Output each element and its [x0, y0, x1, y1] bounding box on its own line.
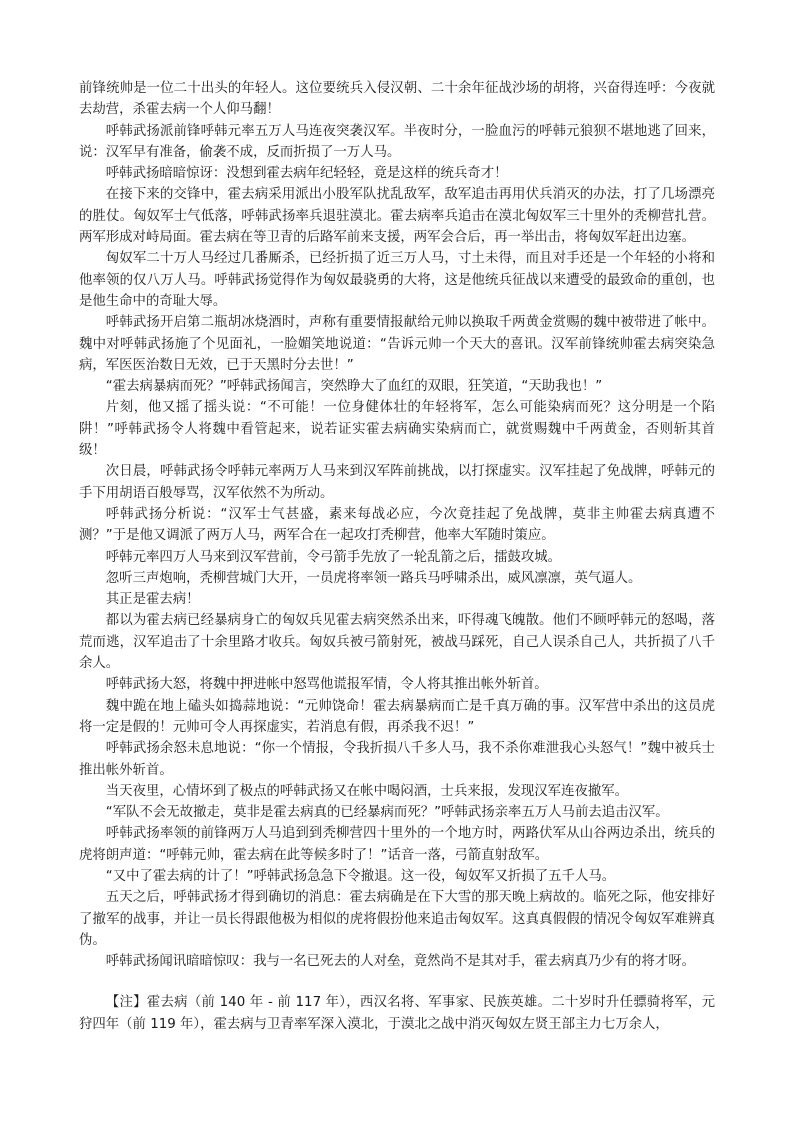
paragraph-14: 都以为霍去病已经暴病身亡的匈奴兵见霍去病突然杀出来，吓得魂飞魄散。他们不顾呼韩元的怒喝，落荒而逃，汉军追击了十余里路才收兵。匈奴兵被弓箭射死，被战马踩死，自己人误杀自己人，共折损了八千余人。	[79, 613, 715, 672]
paragraph-7: “霍去病暴病而死？”呼韩武扬闻言，突然睁大了血红的双眼，狂笑道，“天助我也！”	[105, 379, 603, 395]
paragraph-17: 呼韩武扬余怒未息地说：“你一个情报，令我折损八千多人马，我不杀你难泄我心头怒气！”魏中被兵士推出帐外斩首。	[79, 741, 715, 778]
paragraph-10: 呼韩武扬分析说：“汉军士气甚盛，素来每战必应，今次竟挂起了免战牌，莫非主帅霍去病真遭不测？”于是他又调派了两万人马，两军合在一起攻打秃柳营，他率大军随时策应。	[79, 506, 715, 544]
paragraph-6: 呼韩武扬开启第二瓶胡冰烧酒时，声称有重要情报献给元帅以换取千两黄金赏赐的魏中被带进了帐中。魏中对呼韩武扬施了个见面礼，一脸媚笑地说道：“告诉元帅一个天大的喜讯。汉军前锋统帅霍去病突染急病，军医医治数日无效，已于天黑时分去世！”	[79, 315, 715, 373]
paragraph-20: 呼韩武扬率领的前锋两万人马追到到秃柳营四十里外的一个地方时，两路伏军从山谷两边杀出，统兵的虎将朗声道：“呼韩元帅，霍去病在此等候多时了！”话音一落，弓箭直射敌军。	[79, 826, 715, 863]
paragraph-9: 次日晨，呼韩武扬令呼韩元率两万人马来到汉军阵前挑战，以打探虚实。汉军挂起了免战牌，呼韩元的手下用胡语百般辱骂，汉军依然不为所动。	[79, 464, 715, 501]
paragraph-4: 在接下来的交锋中，霍去病采用派出小股军队扰乱敌军，敌军追击再用伏兵消灭的办法，打了几场漂亮的胜仗。匈奴军士气低落，呼韩武扬率兵退驻漠北。霍去病率兵追击在漠北匈奴军三十里外的秃柳营扎营。两军形成对峙局面。霍去病在等卫青的后路军前来支援，两军会合后，再一举出击，将匈奴军赶出边塞。	[79, 187, 715, 246]
paragraph-12: 忽听三声炮响，秃柳营城门大开，一员虎将率领一路兵马呼啸杀出，威风凛凛，英气逼人。	[105, 570, 642, 586]
document-page	[79, 78, 715, 1035]
paragraph-2: 呼韩武扬派前锋呼韩元率五万人马连夜突袭汉军。半夜时分，一脸血污的呼韩元狼狈不堪地逃了回来，说：汉军早有准备，偷袭不成，反而折损了一万人马。	[79, 123, 715, 160]
paragraph-15: 呼韩武扬大怒，将魏中押进帐中怒骂他谎报军情，令人将其推出帐外斩首。	[105, 677, 548, 693]
paragraph-11: 呼韩元率四万人马来到汉军营前，令弓箭手先放了一轮乱箭之后，擂鼓攻城。	[105, 549, 562, 565]
paragraph-18: 当天夜里，心情坏到了极点的呼韩武扬又在帐中喝闷酒，士兵来报，发现汉军连夜撤军。	[105, 783, 629, 799]
paragraph-21: “又中了霍去病的计了！”呼韩武扬急急下令撤退。这一役，匈奴军又折损了五千人马。	[105, 868, 616, 884]
paragraph-1: 前锋统帅是一位二十出头的年轻人。这位要统兵入侵汉朝、二十余年征战沙场的胡将，兴奋得连呼：今夜就去劫营，杀霍去病一个人仰马翻！	[79, 81, 715, 118]
paragraph-3: 呼韩武扬暗暗惊讶：没想到霍去病年纪轻轻，竟是这样的统兵奇才！	[105, 166, 508, 182]
paragraph-13: 其正是霍去病！	[105, 592, 200, 608]
paragraph-23: 呼韩武扬闻讯暗暗惊叹：我与一名已死去的人对垒，竟然尚不是其对手，霍去病真乃少有的将才呀。	[105, 954, 695, 970]
paragraph-5: 匈奴军二十万人马经过几番厮杀，已经折损了近三万人马，寸土未得，而且对手还是一个年轻的小将和他率领的仅八万人马。呼韩武扬觉得作为匈奴最骁勇的大将，这是他统兵征战以来遭受的最致命的重创，也是他生命中的奇耻大辱。	[79, 251, 715, 309]
paragraph-22: 五天之后，呼韩武扬才得到确切的消息：霍去病确是在下大雪的那天晚上病故的。临死之际，他安排好了撤军的战事，并让一员长得跟他极为相似的虎将假扮他来追击匈奴军。这真真假假的情况令匈奴军难辨真伪。	[79, 890, 715, 948]
paragraph-19: “军队不会无故撤走，莫非是霍去病真的已经暴病而死？”呼韩武扬亲率五万人马前去追击汉军。	[105, 805, 669, 821]
annotation-note: 【注】霍去病（前 140 年 - 前 117 年），西汉名将、军事家、民族英雄。二十岁时升任骠骑将军，元狩四年（前 119 年），霍去病与卫青率军深入漠北，于漠北之战中消灭匈奴左贤王部主力七万余人，	[79, 995, 715, 1032]
paragraph-8: 片刻，他又摇了摇头说：“不可能！一位身健体壮的年轻将军，怎么可能染病而死？这分明是一个陷阱！”呼韩武扬令人将魏中看管起来，说若证实霍去病确实染病而亡，就赏赐魏中千两黄金，否则斩其首级！	[79, 400, 715, 459]
paragraph-16: 魏中跪在地上磕头如捣蒜地说：“元帅饶命！霍去病暴病而亡是千真万确的事。汉军营中杀出的这员虎将一定是假的！元帅可令人再探虚实，若消息有假，再杀我不迟！”	[79, 698, 715, 735]
